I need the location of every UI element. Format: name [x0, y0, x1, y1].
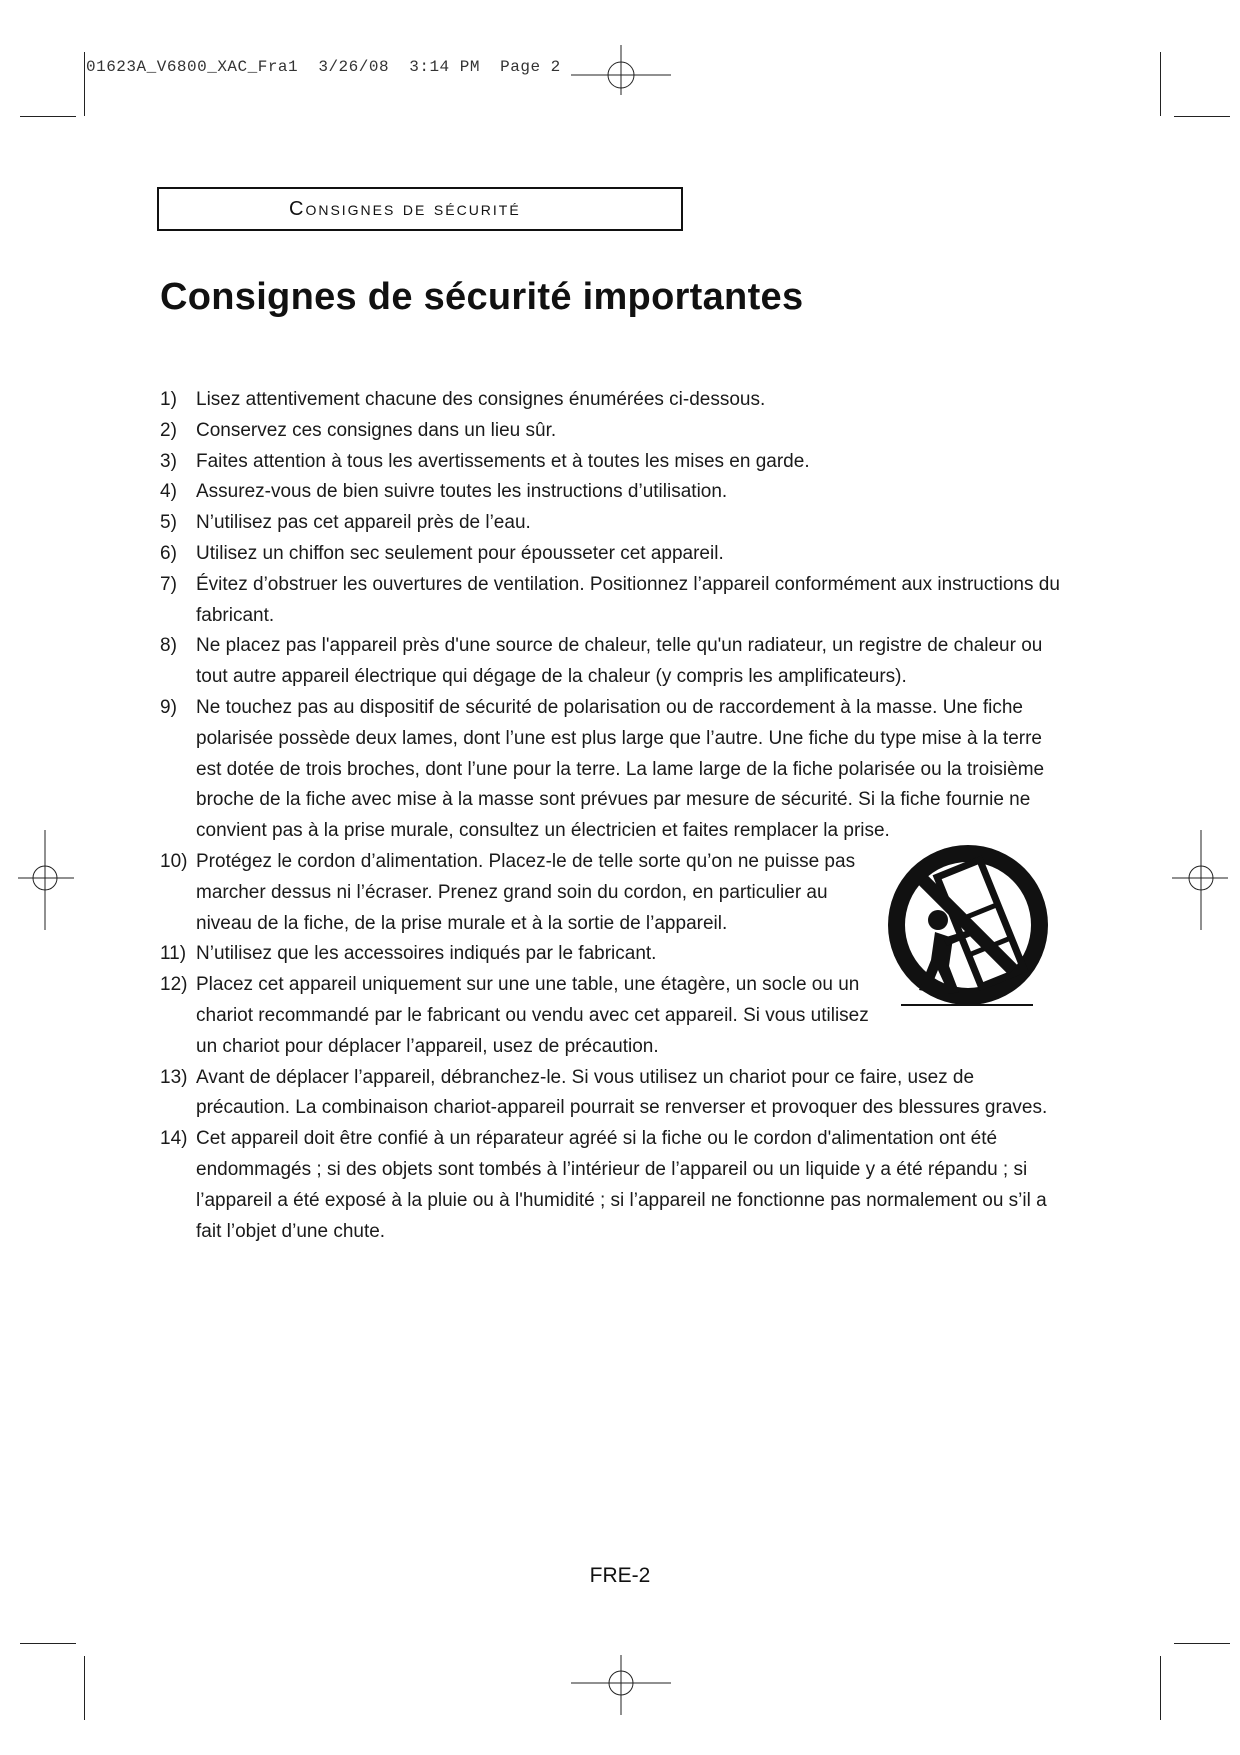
- list-item: [160, 631, 1060, 693]
- item-text: Ne placez pas l'appareil près d'une source de chaleur, telle qu'un radiateur, un registre de chaleur ou tout autre appareil électrique qui dégage de la chaleur (y compris les amplificateurs).: [196, 635, 1043, 688]
- item-text: Faites attention à tous les avertissements et à toutes les mises en garde.: [196, 450, 810, 472]
- page-title: Consignes de sécurité importantes: [160, 276, 804, 318]
- item-number: 2): [160, 419, 177, 441]
- section-label: Consignes de sécurité: [289, 197, 521, 220]
- item-text: Utilisez un chiffon sec seulement pour épousseter cet appareil.: [196, 542, 724, 564]
- item-number: 12): [160, 974, 188, 996]
- item-text: N’utilisez que les accessoires indiqués par le fabricant.: [196, 943, 657, 965]
- item-text: Évitez d’obstruer les ouvertures de ventilation. Positionnez l’appareil conformément aux instructions du fabricant.: [196, 573, 1060, 626]
- list-item: [160, 416, 1060, 447]
- registration-mark-icon: [18, 830, 74, 930]
- page-number: FRE-2: [589, 1564, 651, 1587]
- item-text: Protégez le cordon d’alimentation. Placez-le de telle sorte qu’on ne puisse pas marcher dessus ni l’écraser. Prenez grand soin du cordon, en particulier au niveau de la fiche, de la prise murale et à la sortie de l’appareil.: [196, 850, 856, 934]
- cart-tip-over-warning-icon: [883, 842, 1053, 1014]
- item-text: Placez cet appareil uniquement sur une une table, une étagère, un socle ou un chariot recommandé par le fabricant ou vendu avec cet appareil. Si vous utilisez un chariot pour déplacer l’appareil, usez de précaution.: [196, 974, 869, 1057]
- crop-mark: [1160, 1656, 1161, 1720]
- print-header: 01623A_V6800_XAC_Fra1 3/26/08 3:14 PM Page 2: [86, 58, 561, 76]
- item-number: 3): [160, 450, 177, 472]
- list-item: [160, 1063, 1060, 1125]
- crop-mark: [1160, 52, 1161, 116]
- item-number: 10): [160, 850, 188, 872]
- item-text: Ne touchez pas au dispositif de sécurité de polarisation ou de raccordement à la masse. Une fiche polarisée possède deux lames, dont l’une est plus large que l’autre. Une fiche du type mise à la terre est dotée de trois broches, dont l’une pour la terre. La lame large de la fiche polarisée ou la troisième broche de la fiche avec mise à la masse sont prévues par mesure de sécurité. Si la fiche fournie ne convient pas à la prise murale, consultez un électricien et faites remplacer la prise.: [196, 696, 1045, 842]
- crop-mark: [20, 1643, 76, 1644]
- crop-mark: [1174, 1643, 1230, 1644]
- item-text: Conservez ces consignes dans un lieu sûr.: [196, 419, 557, 441]
- list-item: [160, 570, 1060, 632]
- item-number: 14): [160, 1128, 188, 1150]
- section-header: [157, 187, 683, 231]
- item-text: Lisez attentivement chacune des consignes énumérées ci-dessous.: [196, 389, 766, 410]
- list-item: [160, 385, 1060, 416]
- crop-mark: [20, 116, 76, 117]
- item-number: 13): [160, 1066, 188, 1088]
- item-text: Cet appareil doit être confié à un réparateur agréé si la fiche ou le cordon d'alimentation ont été endommagés ; si des objets sont tombés à l’intérieur de l’appareil ou un liquide y a été répandu ; si l’appareil a été exposé à la pluie ou à l'humidité ; si l’appareil ne fonctionne pas normalement ou s’il a fait l’objet d’une chute.: [196, 1128, 1047, 1242]
- registration-mark-icon: [1172, 830, 1228, 930]
- item-text: Assurez-vous de bien suivre toutes les instructions d’utilisation.: [196, 481, 728, 503]
- list-item: [160, 447, 1060, 478]
- item-text: N’utilisez pas cet appareil près de l’eau.: [196, 512, 531, 534]
- registration-mark-icon: [571, 1655, 671, 1715]
- item-number: 5): [160, 512, 177, 534]
- list-item: [160, 477, 1060, 508]
- safety-instructions-list: [160, 385, 1060, 1247]
- registration-mark-icon: [571, 45, 671, 95]
- item-number: 8): [160, 635, 177, 657]
- item-number: 7): [160, 573, 177, 595]
- list-item: [160, 693, 1060, 847]
- item-number: 1): [160, 389, 177, 410]
- crop-mark: [84, 1656, 85, 1720]
- crop-mark: [1174, 116, 1230, 117]
- item-number: 6): [160, 542, 177, 564]
- list-item: [160, 508, 1060, 539]
- item-text: Avant de déplacer l’appareil, débranchez-le. Si vous utilisez un chariot pour ce faire, usez de précaution. La combinaison chariot-appareil pourrait se renverser et provoquer des blessures graves.: [196, 1066, 1048, 1119]
- item-number: 9): [160, 696, 177, 718]
- list-item: [160, 539, 1060, 570]
- crop-mark: [84, 52, 85, 116]
- item-number: 11): [160, 943, 187, 965]
- list-item: [160, 1124, 1060, 1247]
- item-number: 4): [160, 481, 177, 503]
